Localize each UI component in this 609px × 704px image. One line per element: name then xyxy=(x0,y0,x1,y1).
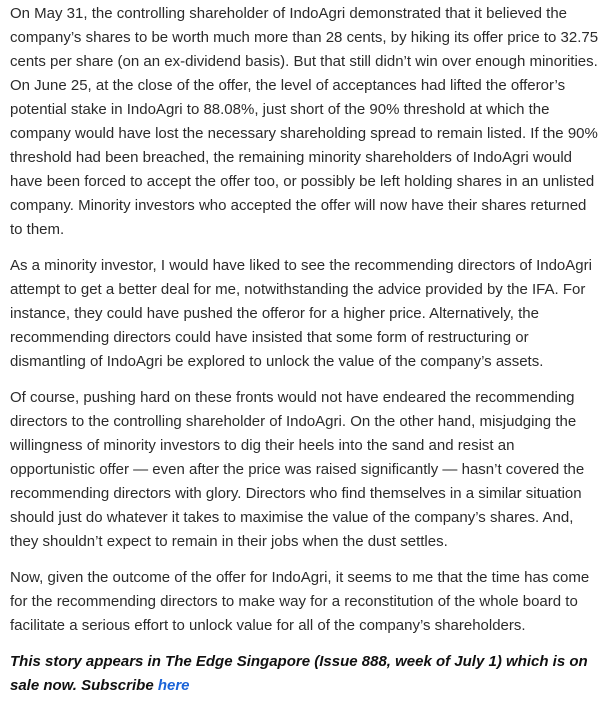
article-paragraph-4: Now, given the outcome of the offer for IndoAgri, it seems to me that the time has come for the recommending directors to make way for a reconstitution of the whole board to facilitate a serious effort to unlock value for all of the company’s shareholders. xyxy=(10,569,590,634)
article-paragraph-3: Of course, pushing hard on these fronts would not have endeared the recommending directors to the controlling shareholder of IndoAgri. On the other hand, misjudging the willingness of minority investors to dig their heels into the sand and resist an opportunistic offer — even after the price was raised significantly — hasn’t covered the recommending directors with glory. Directors who find themselves in a similar situation should just do whatever it takes to maximise the value of the company’s shares. And, they shouldn’t expect to remain in their jobs when the dust settles. xyxy=(10,389,585,550)
promo-text: This story appears in The Edge Singapore (Issue 888, week of July 1) which is on sale now. Subscribe xyxy=(10,653,588,694)
subscribe-link[interactable]: here xyxy=(157,677,190,694)
article-paragraph-1: On May 31, the controlling shareholder of IndoAgri demonstrated that it believed the company’s shares to be worth much more than 28 cents, by hiking its offer price to 32.75 cents per share (on an ex-dividend basis). But that still didn’t win over enough minorities. On June 25, at the close of the offer, the level of acceptances had lifted the offeror’s potential stake in IndoAgri to 88.08%, just short of the 90% threshold at which the company would have lost the necessary shareholding spread to remain listed. If the 90% threshold had been breached, the remaining minority shareholders of IndoAgri would have been forced to accept the offer too, or possibly be left holding shares in an unlisted company. Minority investors who accepted the offer will now have their shares returned to them. xyxy=(10,5,599,238)
subscription-promo xyxy=(10,650,603,698)
article-paragraph-2: As a minority investor, I would have liked to see the recommending directors of IndoAgri attempt to get a better deal for me, notwithstanding the advice provided by the IFA. For instance, they could have pushed the offeror for a higher price. Alternatively, the recommending directors could have insisted that some form of restructuring or dismantling of IndoAgri be explored to unlock the value of the company’s assets. xyxy=(10,257,592,370)
